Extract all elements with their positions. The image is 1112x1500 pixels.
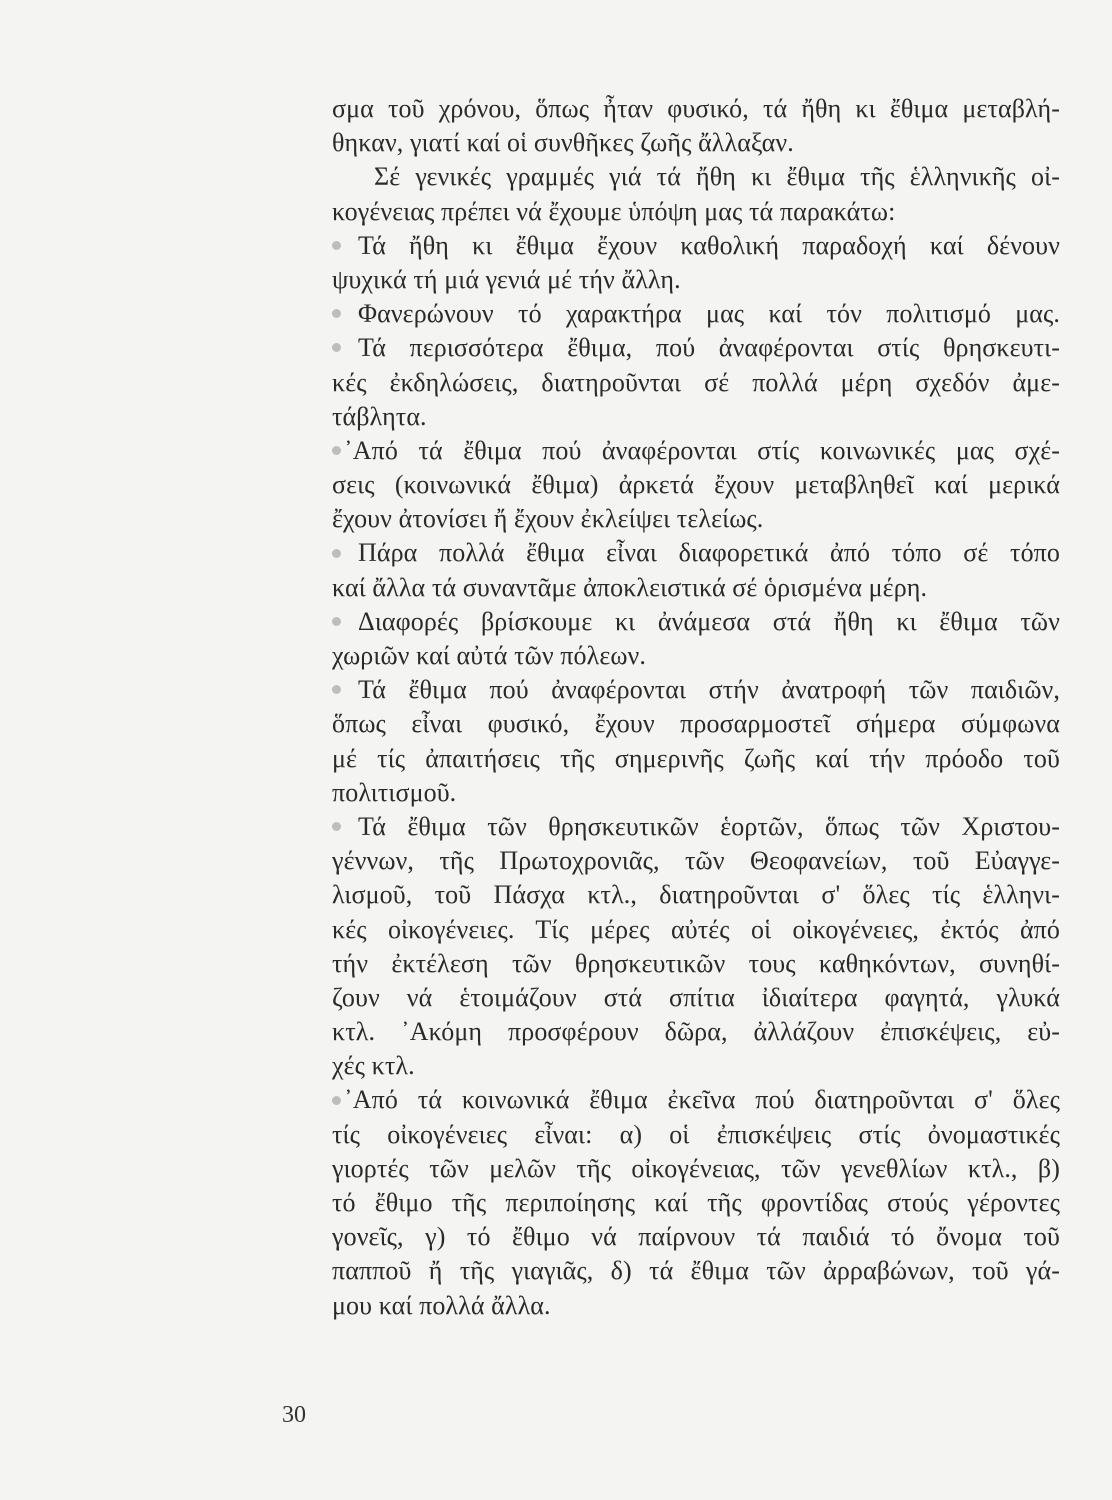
text-line — [282, 1186, 1060, 1220]
bullet-line — [282, 810, 1060, 844]
bullet-icon — [332, 549, 341, 558]
text-line — [282, 1220, 1060, 1254]
text-line — [282, 195, 1060, 229]
line-text: τάβλητα. — [332, 401, 427, 431]
bullet-line — [282, 673, 1060, 707]
text-line — [282, 844, 1060, 878]
line-text: σμα τοῦ χρόνου, ὅπως ἦταν φυσικό, τά ἤθη κι ἔθιμα μεταβλή- — [332, 94, 1060, 123]
text-line — [282, 1152, 1060, 1186]
text-line — [282, 263, 1060, 297]
text-line — [282, 571, 1060, 605]
bullet-line — [282, 536, 1060, 570]
bullet-icon — [332, 822, 341, 831]
text-line — [282, 878, 1060, 912]
line-text: τίς οἰκογένειες εἶναι: α) οἱ ἐπισκέψεις στίς ὀνομαστικές — [332, 1119, 1060, 1149]
text-line — [282, 981, 1060, 1015]
text-line — [282, 707, 1060, 741]
line-text: χές κτλ. — [332, 1051, 415, 1081]
line-text: ψυχικά τή μιά γενιά μέ τήν ἄλλη. — [332, 264, 681, 294]
text-line — [282, 639, 1060, 673]
line-text: θηκαν, γιατί καί οἱ συνθῆκες ζωῆς ἄλλαξαν. — [332, 128, 794, 158]
bullet-icon — [332, 617, 341, 626]
text-line — [282, 913, 1060, 947]
text-line — [282, 742, 1060, 776]
line-text: κογένειας πρέπει νά ἔχουμε ὑπόψη μας τά παρακάτω: — [332, 196, 896, 226]
text-line — [282, 947, 1060, 981]
bullet-line — [282, 297, 1060, 331]
line-text: Τά ἔθιμα πού ἀναφέρονται στήν ἀνατροφή τῶν παιδιῶν, — [358, 675, 1060, 705]
line-text: γονεῖς, γ) τό ἔθιμο νά παίρνουν τά παιδιά τό ὄνομα τοῦ — [332, 1222, 1060, 1252]
bullet-line — [282, 229, 1060, 263]
bullet-line — [282, 331, 1060, 365]
line-text: κές οἰκογένειες. Τίς μέρες αὐτές οἱ οἰκογένειες, ἐκτός ἀπό — [332, 914, 1060, 944]
line-text: Πάρα πολλά ἔθιμα εἶναι διαφορετικά ἀπό τόπο σέ τόπο — [358, 538, 1060, 568]
line-text: Τά περισσότερα ἔθιμα, πού ἀναφέρονται στίς θρησκευτι- — [358, 333, 1060, 363]
text-line — [282, 92, 1060, 126]
line-text: ᾿Από τά κοινωνικά ἔθιμα ἐκεῖνα πού διατηροῦνται σ' ὅλες — [344, 1085, 1060, 1115]
text-line — [282, 1289, 1060, 1323]
line-text: ἔχουν ἀτονίσει ἤ ἔχουν ἐκλείψει τελείως. — [332, 504, 764, 534]
line-text: ὅπως εἶναι φυσικό, ἔχουν προσαρμοστεῖ σήμερα σύμφωνα — [332, 709, 1060, 739]
bullet-icon — [332, 241, 341, 250]
line-text: Σέ γενικές γραμμές γιά τά ἤθη κι ἔθιμα τῆς ἑλληνικῆς οἰ- — [374, 162, 1060, 192]
line-text: λισμοῦ, τοῦ Πάσχα κτλ., διατηροῦνται σ' ὅλες τίς ἑλληνι- — [332, 880, 1060, 910]
page-number: 30 — [282, 1402, 306, 1428]
line-text: ζουν νά ἑτοιμάζουν στά σπίτια ἰδιαίτερα φαγητά, γλυκά — [332, 982, 1060, 1012]
line-text: γέννων, τῆς Πρωτοχρονιᾶς, τῶν Θεοφανείων, τοῦ Εὐαγγε- — [332, 846, 1060, 876]
bullet-icon — [332, 446, 341, 455]
line-text: πολιτισμοῦ. — [332, 777, 457, 807]
line-text: τήν ἐκτέλεση τῶν θρησκευτικῶν τους καθηκόντων, συνηθί- — [332, 948, 1060, 978]
line-text: κτλ. ᾿Ακόμη προσφέρουν δῶρα, ἀλλάζουν ἐπισκέψεις, εὐ- — [332, 1017, 1060, 1047]
line-text: Τά ἔθιμα τῶν θρησκευτικῶν ἑορτῶν, ὅπως τῶν Χριστου- — [358, 811, 1060, 841]
line-text: Τά ἤθη κι ἔθιμα ἔχουν καθολική παραδοχή καί δένουν — [358, 230, 1060, 260]
text-line — [282, 502, 1060, 536]
text-line — [282, 1049, 1060, 1083]
bullet-line — [282, 605, 1060, 639]
bullet-icon — [332, 1096, 341, 1105]
line-text: ᾿Από τά ἔθιμα πού ἀναφέρονται στίς κοινωνικές μας σχέ- — [344, 435, 1060, 465]
text-line — [282, 126, 1060, 160]
line-text: παπποῦ ἤ τῆς γιαγιᾶς, δ) τά ἔθιμα τῶν ἀρραβώνων, τοῦ γά- — [332, 1256, 1060, 1286]
text-line — [282, 776, 1060, 810]
bullet-line — [282, 1083, 1060, 1117]
line-text: σεις (κοινωνικά ἔθιμα) ἀρκετά ἔχουν μεταβληθεῖ καί μερικά — [332, 470, 1060, 500]
bullet-line — [282, 434, 1060, 468]
line-text: καί ἄλλα τά συναντᾶμε ἀποκλειστικά σέ ὁρισμένα μέρη. — [332, 572, 928, 602]
line-text: τό ἔθιμο τῆς περιποίησης καί τῆς φροντίδας στούς γέροντες — [332, 1188, 1060, 1217]
line-text: Διαφορές βρίσκουμε κι ἀνάμεσα στά ἤθη κι ἔθιμα τῶν — [358, 606, 1060, 636]
text-line — [282, 468, 1060, 502]
text-line — [282, 366, 1060, 400]
line-text: μέ τίς ἀπαιτήσεις τῆς σημερινῆς ζωῆς καί τήν πρόοδο τοῦ — [332, 743, 1060, 773]
line-text: μου καί πολλά ἄλλα. — [332, 1290, 551, 1320]
text-line — [282, 400, 1060, 434]
text-line — [282, 1254, 1060, 1288]
paragraph-first-line — [282, 160, 1060, 194]
line-text: κές ἐκδηλώσεις, διατηροῦνται σέ πολλά μέρη σχεδόν ἀμε- — [332, 367, 1060, 397]
line-text: γιορτές τῶν μελῶν τῆς οἰκογένειας, τῶν γενεθλίων κτλ., β) — [332, 1153, 1060, 1183]
body-text — [282, 92, 1060, 1323]
line-text: χωριῶν καί αὐτά τῶν πόλεων. — [332, 641, 647, 670]
text-line — [282, 1118, 1060, 1152]
line-text: Φανερώνουν τό χαρακτήρα μας καί τόν πολιτισμό μας. — [358, 299, 1060, 329]
text-line — [282, 1015, 1060, 1049]
